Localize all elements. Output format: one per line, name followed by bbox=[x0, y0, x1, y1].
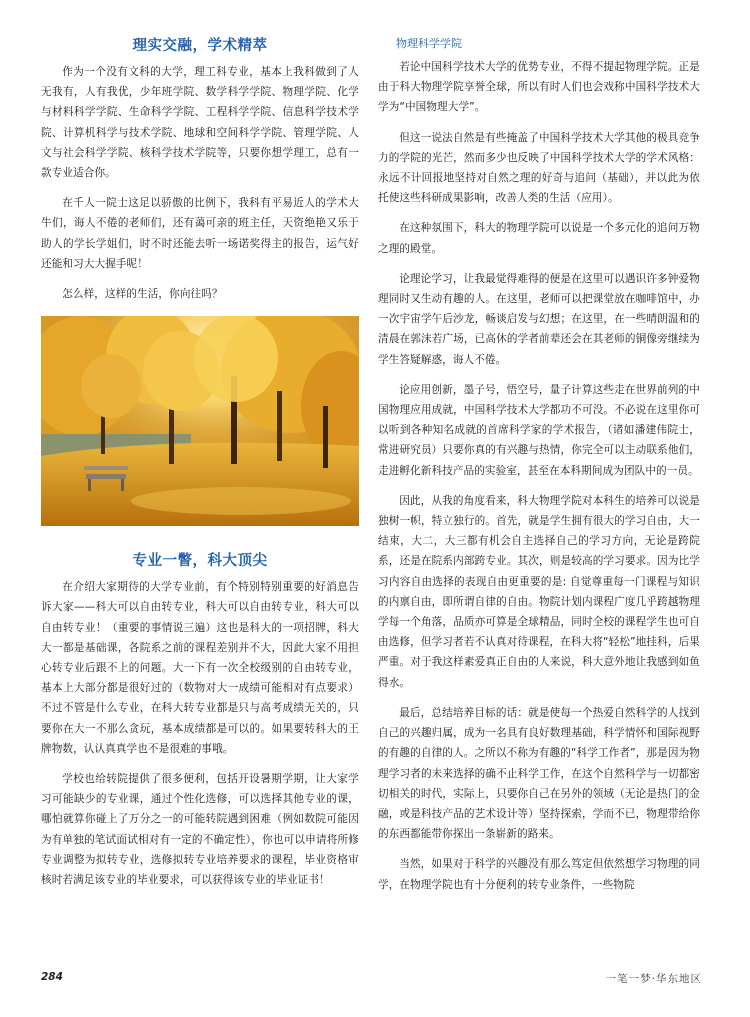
innovation-paragraph: 论应用创新，墨子号，悟空号，量子计算这些走在世界前列的中国物理应用成就，中国科学技术大学都功不可没。不必说在这里你可以听到各种知名成就的首席科学家的学术报告，（诸如潘建伟院士，常进研究员）只要你真的有兴趣与热情，你完全可以主动联系他们，走进孵化新科技产品的实验室，甚至在本科期间成为团队中的一员。 bbox=[378, 383, 700, 477]
convenience-paragraph: 学校也给转院提供了很多便利，包括开设暑期学期，让大家学习可能缺少的专业课，通过个性化选修，可以选择其他专业的课，哪怕就算你碰上了万分之一的可能转院遇到困难（例如数院可能因为有单独的笔试面试相对有一定的不确定性），你也可以申请将所修专业调整为拟转专业，选修拟转专业培养要求的课程，毕业资格审核时若满足该专业的毕业要求，可以获得该专业的毕业证书！ bbox=[41, 773, 359, 887]
atmosphere-paragraph: 在这种氛围下，科大的物理学院可以说是一个多元化的追问万物之理的殿堂。 bbox=[378, 222, 700, 255]
campus-autumn-photo bbox=[41, 316, 359, 526]
intro-paragraph: 作为一个没有文科的大学，理工科专业，基本上我科做到了人无我有，人有我优，少年班学院、数学科学学院、物理学院、化学与材料科学学院、生命科学学院、工程科学学院、信息科学技术学院、计算机科学与技术学院、地球和空间科学学院、管理学院、人文与社会科学学院、核科学技术学院等，只要你想学理工，总有一款专业适合你。 bbox=[41, 66, 359, 180]
physics-school-label: 物理科学学院 bbox=[396, 37, 462, 50]
page-number: 284 bbox=[41, 971, 63, 983]
book-title: 一笔一梦·华东地区 bbox=[605, 973, 702, 985]
theory-paragraph: 论理论学习，让我最觉得难得的便是在这里可以遇识许多钟爱物理同时又生动有趣的人。在这里，老师可以把课堂放在咖啡馆中，办一次宇宙学午后沙龙，畅谈启发与幻想；在这里，在一些晴朗温和的清晨在郭沫若广场，已高休的学者前辈还会在其老师的铜像旁继续为学生答疑解惑，诲人不倦。 bbox=[378, 272, 700, 366]
physics-intro-paragraph: 若论中国科学技术大学的优势专业，不得不提起物理学院。正是由于科大物理学院享誉全球，所以有时人们也会戏称中国科学技术大学为“中国物理大学”。 bbox=[378, 61, 700, 114]
goal-paragraph: 最后，总结培养目标的话：就是使每一个热爱自然科学的人找到自己的兴趣归属，成为一名具有良好数理基础，科学情怀和国际视野的有趣的自律的人。之所以不称为有趣的“科学工作者”，那是因为物理学习者的未来选择的确不止科学工作，在这个自然科学与一切都密切相关的时代，实际上，只要你自己在另外的领域（无论是热门的金融，或是科技产品的艺术设计等）坚持探索，学而不已，物理带给你的东西都能带你探出一条崭新的路来。 bbox=[378, 706, 700, 841]
training-paragraph: 因此，从我的角度看来，科大物理学院对本科生的培养可以说是独树一帜，特立独行的。首先，就是学生拥有很大的学习自由，大一结束，大二，大三都有机会自主选择自己的学习方向，无论是跨院系，还是在院系内部跨专业。其次，则是较高的学习要求。因为比学习内容自由选择的表现自由更重要的是: 自觉尊重每一门课程与知识的内禀自由，即所谓自律的自由。物院计划内课程广度几乎跨越物理学每一个角落，品质亦可算是全球精品，同时全校的课程学生也可自由选修，但学习者若不认真对待课程，在科大将“轻松”地挂科，后果严重。对于我这样素爱真正自由的人来说，科大意外地让我感到如鱼得水。 bbox=[378, 494, 700, 689]
section-heading-academics: 理实交融，学术精萃 bbox=[132, 38, 268, 54]
closing-paragraph: 当然，如果对于科学的兴趣没有那么笃定但依然想学习物理的同学，在物理学院也有十分便利的转专业条件，一些物院 bbox=[378, 858, 700, 891]
style-paragraph: 但这一说法自然是有些掩盖了中国科学技术大学其他的极具竞争力的学院的光芒，然而多少也反映了中国科学技术大学的学术风格：永远不计回报地坚持对自然之理的好奇与追问（基础），并以此为依托使这些科研成果影响，改善人类的生活（应用）。 bbox=[378, 131, 700, 205]
transfer-paragraph: 在介绍大家期待的大学专业前，有个特别特别重要的好消息告诉大家——科大可以自由转专业，科大可以自由转专业，科大可以自由转专业！（重要的事情说三遍）这也是科大的一项招牌，科大大一都是基础课，各院系之前的课程差别并不大，因此大家不用担心转专业后跟不上的问题。大一下有一次全校级别的自由转专业，基本上大部分都是很好过的（数物对大一成绩可能相对有点要求）不过不管是什么专业，在科大转专业都是只与高考成绩无关的，只要你在大一不那么贪玩，基本成绩都是可以的。如果要转科大的王牌物数，认认真真学也不是很难的事哦。 bbox=[41, 581, 359, 755]
left-column bbox=[41, 36, 359, 890]
right-column bbox=[378, 36, 700, 895]
question-paragraph: 怎么样，这样的生活，你向往吗？ bbox=[62, 288, 223, 301]
section-heading-majors: 专业一瞥，科大顶尖 bbox=[132, 553, 268, 570]
faculty-paragraph: 在千人一院士这足以骄傲的比例下，我科有平易近人的学术大牛们，诲人不倦的老师们，还有蔼可亲的班主任，天资绝艳又乐于助人的学长学姐们，时不时还能去听一场诺奖得主的报告，运气好还能和习大大握手呢！ bbox=[41, 197, 359, 270]
